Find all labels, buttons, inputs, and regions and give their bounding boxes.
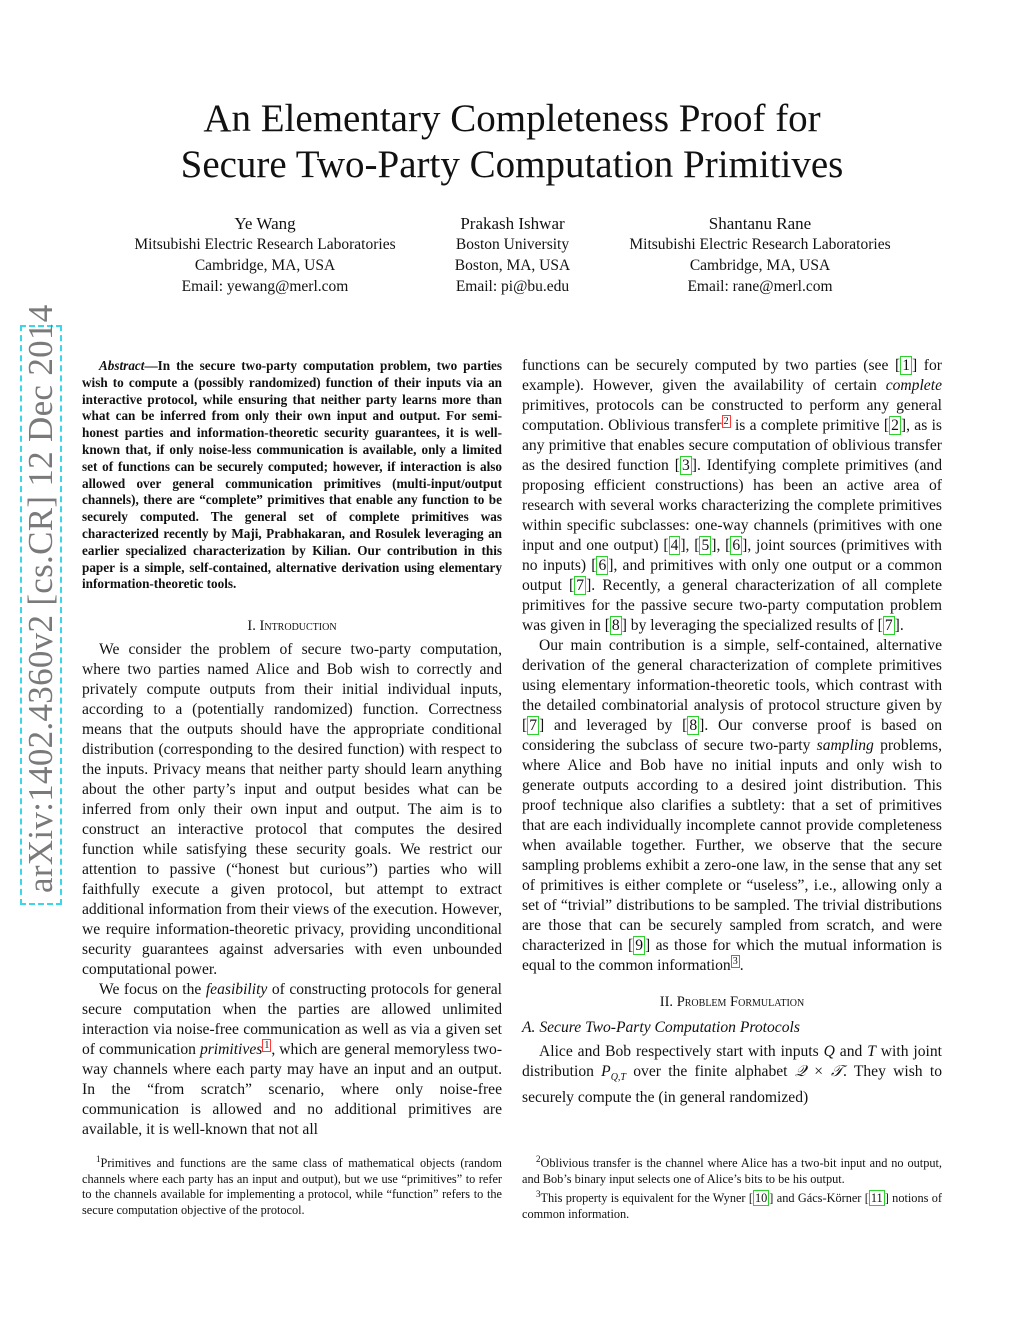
footnote: $^3$This property is equivalent for the Wyner [ 10 ] and Gács-Körner [ 11 ] notions of common information. bbox=[522, 1189, 942, 1221]
citation-link[interactable]: 6 bbox=[732, 537, 741, 554]
citation-link[interactable]: 11 bbox=[870, 1191, 883, 1206]
author-block bbox=[430, 213, 595, 297]
footnotes-right bbox=[522, 1152, 942, 1222]
footnote-link[interactable]: 2 bbox=[723, 415, 729, 427]
author-email: Email: yewang@merl.com bbox=[181, 278, 349, 295]
abstract-text: —In the secure two-party computation problem, two parties wish to compute a (possibly randomized) function of their inputs via an interactive protocol, while ensuring that neither party learns more than what can be inferred from only their own input and output. For semi-honest parties and information-theoretic security guarantees, it is well-known that, if only noise-less communication is available, only a limited set of functions can be securely computed; however, if interaction is also allowed over general communication primitives (multi-input/output channels), there are “complete” primitives that enable any function to be securely computed. The general set of complete primitives was characterized recently by Maji, Prabhakaran, and Rosulek leveraging an earlier specialized characterization by Kilian. Our contribution in this paper is a simple, self-contained, alternative derivation using elementary information-theoretic tools. bbox=[82, 358, 502, 592]
citation-link[interactable]: 5 bbox=[701, 537, 710, 554]
citation-link[interactable]: 7 bbox=[884, 617, 893, 634]
author-name: Shantanu Rane bbox=[708, 214, 812, 233]
citation-link[interactable]: 6 bbox=[598, 557, 607, 574]
citation-link[interactable]: 4 bbox=[670, 537, 679, 554]
right-column bbox=[522, 356, 942, 1108]
paragraph: We focus on the feasibility of constructing protocols for general secure computation when the parties are allowed unlimited interaction via noise-free communication as well as via a given set of communication primitives $^1$ , which are general memoryless two-way channels where each party may have an input and an output. In the “from scratch” scenario, where only noise-free communication is allowed and no additional primitives are available, it is well-known that not all bbox=[82, 981, 503, 1138]
author-block bbox=[110, 213, 420, 297]
author-location: Cambridge, MA, USA bbox=[194, 257, 336, 274]
author-location: Cambridge, MA, USA bbox=[689, 257, 831, 274]
citation-link[interactable]: 3 bbox=[681, 457, 690, 474]
section-heading: II. Problem Formulation bbox=[659, 994, 805, 1010]
citation-link[interactable]: 8 bbox=[689, 717, 698, 734]
citation-link[interactable]: 9 bbox=[635, 937, 644, 954]
citation-link[interactable]: 7 bbox=[576, 577, 585, 594]
footnote-link[interactable]: 3 bbox=[732, 955, 738, 967]
author-name: Prakash Ishwar bbox=[460, 214, 565, 233]
author-name: Ye Wang bbox=[234, 214, 296, 233]
author-affiliation: Mitsubishi Electric Research Laboratories bbox=[134, 236, 396, 253]
citation-link[interactable]: 10 bbox=[755, 1191, 768, 1206]
paragraph: We consider the problem of secure two-party computation, where two parties named Alice and Bob wish to correctly and privately compute outputs from their initial individual inputs, according to a (potentially randomized) function. Correctness means that the outputs should have the appropriate conditional distribution (corresponding to the desired function) with respect to the inputs. Privacy means that neither party should learn anything about the other party’s input and output besides what can be inferred from only their own input and output. The aim is to construct an interactive protocol that computes the desired function while satisfying these security goals. We restrict our attention to passive (“honest but curious”) parties who will faithfully execute a given protocol, but attempt to extract additional information from their views of the execution. However, we require information-theoretic privacy, providing unconditional security guarantees against adversaries with even unbounded computational power. bbox=[82, 641, 502, 978]
footnote: $^1$Primitives and functions are the same class of mathematical objects (random channels where each party has an input and output), but we use “primitives” to refer to the channels available for implementing a protocol, while “function” refers to the secure computation objective of the protocol. bbox=[82, 1154, 502, 1217]
paragraph: Our main contribution is a simple, self-contained, alternative derivation of the general characterization of complete primitives using elementary information-theoretic tools, which contrast with the detailed combinatorial analysis of protocol structure given by [ 7 ] and leveraged by [ 8 ]. Our converse proof is based on considering the subclass of secure two-party sampling problems, where Alice and Bob have no initial inputs and only wish to generate outputs according to a desired joint distribution. This proof technique also clarifies a subtlety: that a set of primitives that are each individually incomplete cannot provide completeness when available together. Further, we observe that the secure sampling problems exhibit a zero-one law, in the sense that any set of primitives is either complete or “useless”, i.e., allowing only a set of “trivial” distributions to be sampled. The trivial distributions are those that can be securely sampled from scratch, and were characterized in [ 9 ] as those for which the mutual information is equal to the common information $^3$ . bbox=[522, 637, 942, 974]
author-email: Email: pi@bu.edu bbox=[455, 278, 570, 295]
citation-link[interactable]: 2 bbox=[891, 417, 899, 434]
abstract-label: Abstract bbox=[99, 358, 145, 373]
paper-title: An Elementary Completeness Proof for Secure Two-Party Computation Primitives bbox=[180, 97, 844, 186]
subsection-heading: A. Secure Two-Party Computation Protocols bbox=[522, 1019, 800, 1036]
citation-link[interactable]: 8 bbox=[611, 617, 620, 634]
paragraph: Alice and Bob respectively start with inputs Q and T with joint distribution $P_{Q,T}$ over the finite alphabet 𝒬 × 𝒯. They wish to securely compute the (in general randomized) bbox=[522, 1043, 942, 1107]
citation-link[interactable]: 7 bbox=[529, 717, 537, 734]
author-email: Email: rane@merl.com bbox=[687, 278, 833, 295]
introduction bbox=[82, 612, 502, 1140]
citation-link[interactable]: 1 bbox=[902, 357, 910, 374]
author-location: Boston, MA, USA bbox=[454, 257, 571, 274]
section-heading: I. Introduction bbox=[247, 618, 337, 634]
author-affiliation: Boston University bbox=[455, 236, 570, 253]
footnote-link[interactable]: 1 bbox=[264, 1039, 270, 1051]
footnote: $^2$Oblivious transfer is the channel where Alice has a two-bit input and no output, and Bob’s binary input selects one of Alice’s bits to be his output. bbox=[522, 1154, 942, 1186]
author-block bbox=[605, 213, 915, 297]
arxiv-stamp[interactable]: arXiv:1402.4360v2 [cs.CR] 12 Dec 2014 bbox=[20, 325, 62, 905]
abstract bbox=[82, 358, 502, 593]
author-affiliation: Mitsubishi Electric Research Laboratories bbox=[629, 236, 891, 253]
paragraph: functions can be securely computed by two parties (see [ 1 ] for example). However, given the availability of certain complete primitives, protocols can be constructed to perform any general computation. Oblivious transfer $^2$ is a complete primitive [ 2 ], as is any primitive that enables secure computation of oblivious transfer as the desired function [ 3 ]. Identifying complete primitives (and proposing efficient constructions) has been an active area of research with several works characterizing the complete primitives within specific subclasses: one-way channels (primitives with one input and one output) [ 4 ], [ 5 ], [ 6 ], joint sources (primitives with no inputs) [ 6 ], and primitives with only one output or a common output [ 7 ]. Recently, a general characterization of all complete primitives for the passive secure two-party computation problem was given in [ 8 ] by leveraging the specialized results of [ 7 ]. bbox=[522, 357, 942, 634]
